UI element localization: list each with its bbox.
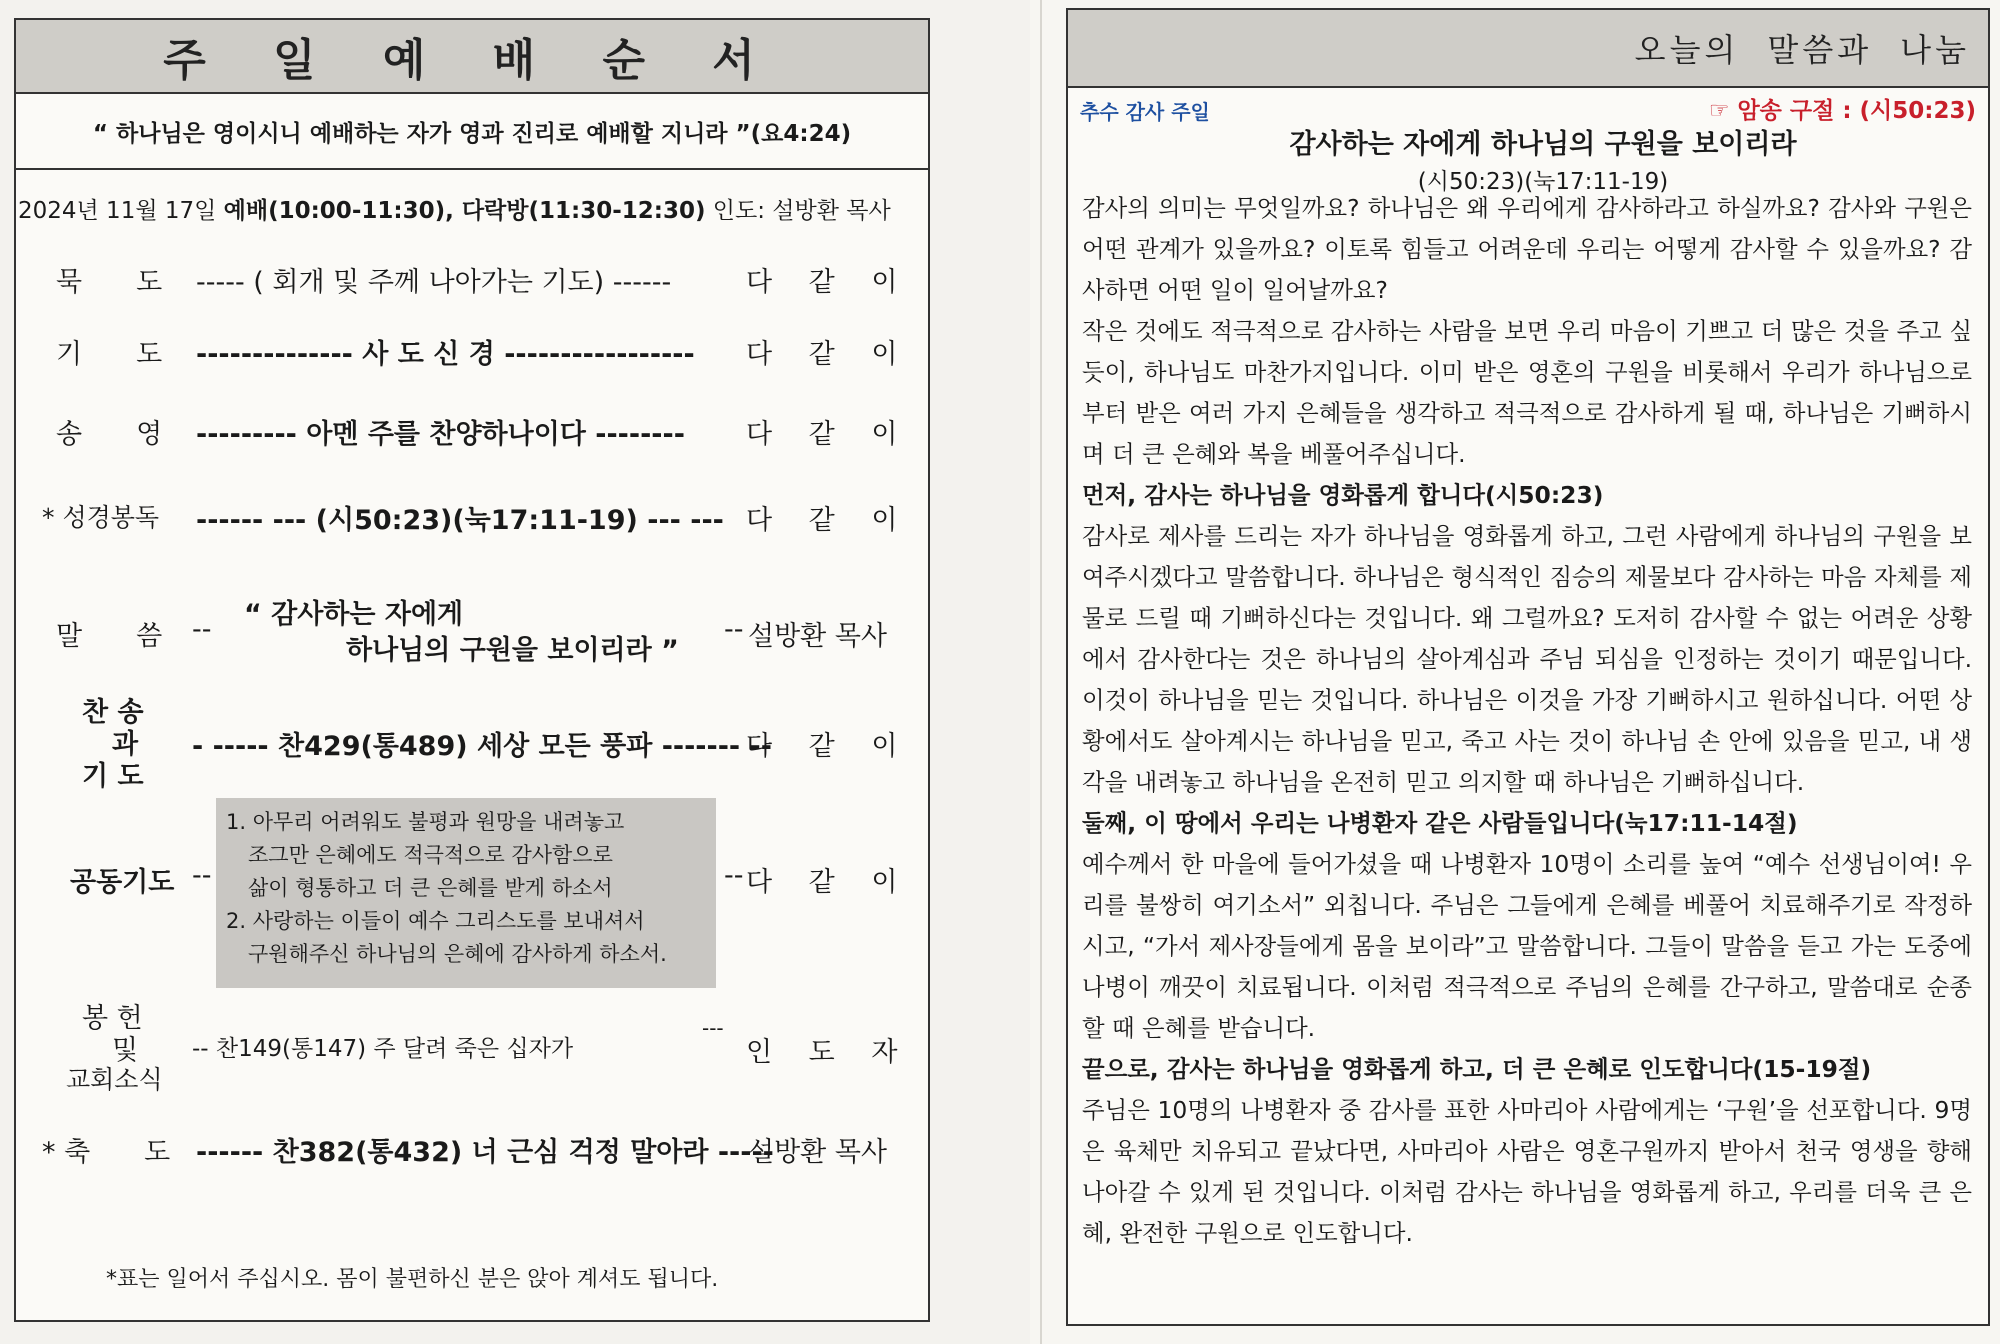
order-participant: 다 같 이 <box>746 867 912 898</box>
order-label-line2: 과 <box>112 729 139 760</box>
order-label: 송 영 <box>56 419 163 450</box>
service-leader: 인도: 설방환 목사 <box>712 198 891 224</box>
order-content: --------- 아멘 주를 찬양하나이다 -------- <box>196 419 685 450</box>
prayer-line: 삶이 형통하고 더 큰 은혜를 받게 하소서 <box>248 876 613 900</box>
worship-order-panel <box>14 18 930 1322</box>
body-paragraph: 예수께서 한 마을에 들어가셨을 때 나병환자 10명이 소리를 높여 “예수 선생님이여! 우리를 불쌍히 여기소서” 외칩니다. 주님은 그들에게 은혜를 베풀어 치료해주기로 작정하시고, “가서 제사장들에게 몸을 보이라”고 말씀합니다. 그들이 말씀을 듣고 가는 도중에 나병이 깨끗이 치료됩니다. 이처럼 적극적으로 주님의 은혜를 간구하고, 말씀대로 순종할 때 은혜를 받습니다. <box>1082 850 1972 1042</box>
theme-verse: “ 하나님은 영이시니 예배하는 자가 영과 진리로 예배할 지니라 ”(요4:24) <box>16 94 928 170</box>
order-label: 묵 도 <box>56 267 163 298</box>
section-heading: 끝으로, 감사는 하나님을 영화롭게 하고, 더 큰 은혜로 인도합니다(15-19절) <box>1082 1055 1872 1083</box>
sermon-body <box>1082 188 1972 1254</box>
order-content: ----- ( 회개 및 주께 나아가는 기도) ------ <box>196 267 672 298</box>
order-content: -- 찬149(통147) 주 달려 죽은 십자가 <box>192 1036 574 1062</box>
order-content: ------ 찬382(통432) 너 근심 걱정 말아라 ----- <box>196 1137 774 1168</box>
order-dash: -- <box>724 860 744 891</box>
title-word: 말씀과 <box>1767 31 1873 69</box>
order-dash: --- <box>702 1016 724 1040</box>
service-times: 예배(10:00-11:30), 다락방(11:30-12:30) <box>223 198 706 224</box>
order-row-hymn-prayer <box>16 690 928 790</box>
order-dash: -- <box>192 614 212 645</box>
sermon-panel-title <box>1068 10 1988 88</box>
order-content: - ----- 찬429(통489) 세상 모든 풍파 ------- -- <box>192 731 772 762</box>
order-participant: 다 같 이 <box>746 339 912 370</box>
body-paragraph: 주님은 10명의 나병환자 중 감사를 표한 사마리아 사람에게는 ‘구원’을 선포합니다. 9명은 육체만 치유되고 끝났다면, 사마리아 사람은 영혼구원까지 받아서 천국 영생을 향해 나아갈 수 있게 된 것입니다. 이처럼 감사는 하나님을 영화롭게 하고, 우리를 더욱 큰 은혜, 완전한 구원으로 인도합니다. <box>1082 1096 1972 1247</box>
order-participant: 설방환 목사 <box>748 621 887 652</box>
order-row-offering-news <box>16 996 928 1096</box>
standing-footnote: *표는 일어서 주십시오. 몸이 불편하신 분은 앉아 계셔도 됩니다. <box>106 1267 719 1292</box>
sermon-title: 감사하는 자에게 하나님의 구원을 보이리라 <box>1289 129 1797 160</box>
section-heading: 먼저, 감사는 하나님을 영화롭게 합니다(시50:23) <box>1082 481 1604 509</box>
order-label: 기 도 <box>56 339 163 370</box>
common-prayer-box <box>216 798 716 988</box>
order-content: -------------- 사 도 신 경 ----------------- <box>196 339 695 370</box>
worship-order-title: 주 일 예 배 순 서 <box>16 20 928 94</box>
order-label-line3: 교회소식 <box>66 1065 163 1094</box>
order-label-line1: 찬 송 <box>82 697 144 728</box>
order-label-line1: 봉 헌 <box>82 1003 143 1034</box>
order-dash: -- <box>192 860 212 891</box>
service-date: 2024년 11월 17일 <box>18 198 217 224</box>
order-participant: 설방환 목사 <box>748 1137 887 1168</box>
page-fold <box>1040 0 1042 1344</box>
order-participant: 다 같 이 <box>746 419 912 450</box>
order-label: * 축 도 <box>42 1137 171 1168</box>
sermon-title-line1: “ 감사하는 자에게 <box>244 599 464 630</box>
title-word: 오늘의 <box>1634 31 1740 69</box>
sermon-panel <box>1066 8 1990 1326</box>
prayer-line: 1. 아무리 어려워도 불평과 원망을 내려놓고 <box>226 810 625 834</box>
order-participant: 다 같 이 <box>746 731 912 762</box>
sermon-meta <box>1068 88 1988 124</box>
order-label-line3: 기 도 <box>82 761 144 792</box>
memory-verse: ☞ 암송 구절 : (시50:23) <box>1708 98 1976 124</box>
sermon-reference: (시50:23)(눅17:11-19) <box>1417 169 1669 195</box>
sermon-title-line2: 하나님의 구원을 보이리라 ” <box>346 635 679 666</box>
order-label-line2: 및 <box>112 1035 139 1066</box>
body-paragraph: 작은 것에도 적극적으로 감사하는 사람을 보면 우리 마음이 기쁘고 더 많은 것을 주고 싶듯이, 하나님도 마찬가지입니다. 이미 받은 영혼의 구원을 비롯해서 우리가 하나님으로부터 받은 여러 가지 은혜들을 생각하고 적극적으로 감사하게 될 때, 하나님은 기뻐하시며 더 큰 은혜와 복을 베풀어주십니다. <box>1082 317 1972 468</box>
order-label: * 성경봉독 <box>42 503 160 532</box>
order-participant: 인 도 자 <box>746 1037 912 1068</box>
prayer-line: 조그만 은혜에도 적극적으로 감사함으로 <box>248 843 613 867</box>
prayer-line: 구원해주신 하나님의 은혜에 감사하게 하소서. <box>248 942 667 966</box>
thanksgiving-badge: 추수 감사 주일 <box>1080 100 1210 124</box>
order-label: 말 씀 <box>56 621 163 652</box>
order-dash: -- <box>724 614 744 645</box>
service-info <box>18 192 891 225</box>
order-content: ------ --- (시50:23)(눅17:11-19) --- --- <box>196 505 724 536</box>
section-heading: 둘째, 이 땅에서 우리는 나병환자 같은 사람들입니다(눅17:11-14절) <box>1082 809 1798 837</box>
title-word: 나눔 <box>1900 31 1970 69</box>
order-participant: 다 같 이 <box>746 267 912 298</box>
body-paragraph: 감사로 제사를 드리는 자가 하나님을 영화롭게 하고, 그런 사람에게 하나님의 구원을 보여주시겠다고 말씀합니다. 하나님은 형식적인 짐승의 제물보다 감사하는 마음 자체를 제물로 드릴 때 기뻐하신다는 것입니다. 왜 그럴까요? 도저히 감사할 수 없는 어려운 상황에서 감사한다는 것은 하나님의 살아계심과 주님 되심을 인정하는 것이기 때문입니다. 이것이 하나님을 믿는 것입니다. 하나님은 이것을 가장 기뻐하시고 원하십니다. 어떤 상황에서도 살아계시는 하나님을 믿고, 죽고 사는 것이 하나님 손 안에 있음을 믿고, 내 생각을 내려놓고 하나님을 온전히 믿고 의지할 때 하나님은 기뻐하십니다. <box>1082 522 1972 796</box>
body-paragraph: 감사의 의미는 무엇일까요? 하나님은 왜 우리에게 감사하라고 하실까요? 감사와 구원은 어떤 관계가 있을까요? 이토록 힘들고 어려운데 우리는 어떻게 감사할 수 있을까요? 감사하면 어떤 일이 일어날까요? <box>1082 194 1972 304</box>
order-label: 공동기도 <box>70 867 175 898</box>
order-row-sermon <box>16 592 928 672</box>
order-participant: 다 같 이 <box>746 505 912 536</box>
prayer-line: 2. 사랑하는 이들이 예수 그리스도를 보내셔서 <box>226 909 645 933</box>
